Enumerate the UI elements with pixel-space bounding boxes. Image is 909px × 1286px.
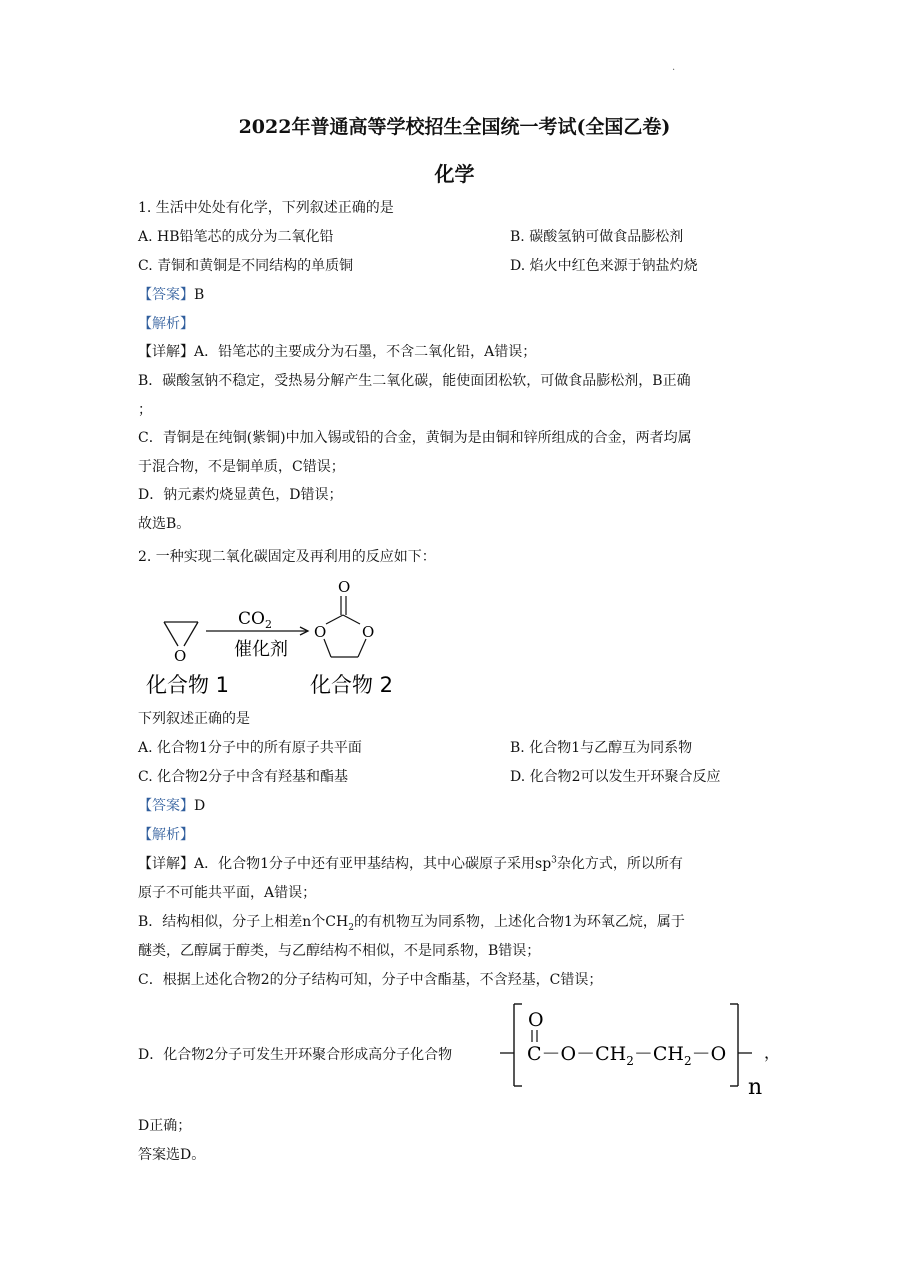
q1-detail-c-cont: 于混合物，不是铜单质，C错误； <box>138 459 345 475</box>
q1-detail-b-cont: ； <box>138 402 152 418</box>
q1-detail-b: B．碳酸氢钠不稳定，受热易分解产生二氧化碳，能使面团松软，可做食品膨松剂，B正确 <box>138 373 691 389</box>
q1-analysis-tag: 【解析】 <box>138 316 194 332</box>
reagent-co2: $CO_2$ <box>238 609 272 631</box>
compound-2-label: 化合物 2 <box>310 673 394 697</box>
compound-2-structure <box>314 578 374 657</box>
q1-detail-c: C．青铜是在纯铜(紫铜)中加入锡或铅的合金，黄铜为是由铜和锌所组成的合金，两者均属 <box>138 430 692 446</box>
q1-option-c: C. 青铜和黄铜是不同结构的单质铜 <box>138 258 354 274</box>
polymer-carbonyl-oxygen: O <box>528 1009 544 1031</box>
epoxide-oxygen: O <box>174 647 187 665</box>
q1-answer-tag: 【答案】 <box>138 287 194 303</box>
q2-option-b: B. 化合物1与乙醇互为同系物 <box>510 740 693 756</box>
q2-detail-b-cont: 醚类，乙醇属于醇类，与乙醇结构不相似，不是同系物，B错误； <box>138 943 541 959</box>
header-dot: . <box>672 62 676 73</box>
q2-answer-tag: 【答案】 <box>138 798 194 814</box>
q2-conclusion: 答案选D。 <box>138 1147 206 1163</box>
q1-detail-tag: 【详解】 <box>138 344 194 360</box>
compound-1-structure <box>164 622 198 665</box>
q1-answer: B <box>194 287 205 303</box>
q2-detail-a-text: A．化合物1分子中还有亚甲基结构，其中心碳原子采用sp <box>194 856 552 872</box>
q1-detail-1 <box>138 343 536 361</box>
q2-detail-d-cont: D正确； <box>138 1118 192 1134</box>
ring-oxygen-left: O <box>314 623 327 641</box>
catalyst-label: 催化剂 <box>234 639 288 660</box>
q2-detail-b <box>138 913 685 931</box>
q2-prompt: 下列叙述正确的是 <box>138 711 250 727</box>
reaction-arrow <box>206 609 308 660</box>
q2-answer: D <box>194 798 206 814</box>
q2-analysis-tag: 【解析】 <box>138 827 194 843</box>
q1-option-b: B. 碳酸氢钠可做食品膨松剂 <box>510 229 684 245</box>
q2-detail-a-text-2: 杂化方式，所以所有 <box>556 856 683 872</box>
polymer-degree-n: n <box>748 1075 763 1098</box>
q2-detail-a-cont: 原子不可能共平面，A错误； <box>138 885 317 901</box>
carbonyl-oxygen: O <box>338 578 351 596</box>
q1-stem: 1. 生活中处处有化学，下列叙述正确的是 <box>138 200 394 216</box>
q1-detail-a: A．铅笔芯的主要成分为石墨，不含二氧化铅，A错误； <box>194 344 537 360</box>
q2-stem: 2. 一种实现二氧化碳固定及再利用的反应如下： <box>138 549 436 565</box>
polymer-repeat-unit: $C-O-CH_2-CH_2-O$ <box>527 1043 727 1068</box>
q2-option-c: C. 化合物2分子中含有羟基和酯基 <box>138 769 349 785</box>
q1-option-a: A. HB铅笔芯的成分为二氧化铅 <box>138 229 334 245</box>
polymer-comma: ， <box>764 1043 781 1062</box>
q2-detail-a-sup: 3 <box>551 855 557 866</box>
q1-answer-line <box>138 286 204 304</box>
q2-option-d: D. 化合物2可以发生开环聚合反应 <box>510 769 721 785</box>
exam-title: 2022年普通高等学校招生全国统一考试(全国乙卷) <box>238 116 671 138</box>
ring-oxygen-right: O <box>362 623 375 641</box>
q2-detail-tag: 【详解】 <box>138 856 194 872</box>
q2-detail-a <box>138 855 683 873</box>
subject-title: 化学 <box>434 162 475 186</box>
q1-option-d: D. 焰火中红色来源于钠盐灼烧 <box>510 258 698 274</box>
q2-option-a: A. 化合物1分子中的所有原子共平面 <box>138 740 362 756</box>
polymer-structure <box>500 998 790 1098</box>
q2-detail-b-text-2: 的有机物互为同系物，上述化合物1为环氧乙烷，属于 <box>353 914 685 930</box>
q2-detail-b-text: B．结构相似，分子上相差n个CH <box>138 914 349 930</box>
q2-detail-d: D．化合物2分子可发生开环聚合形成高分子化合物 <box>138 1047 453 1063</box>
reaction-scheme <box>138 572 418 702</box>
compound-1-label: 化合物 1 <box>146 673 230 697</box>
q1-conclusion: 故选B。 <box>138 516 191 532</box>
q2-detail-b-sub: 2 <box>348 922 354 933</box>
q1-detail-d: D．钠元素灼烧显黄色，D错误； <box>138 487 343 503</box>
q2-answer-line <box>138 797 205 815</box>
q2-detail-c: C．根据上述化合物2的分子结构可知，分子中含酯基，不含羟基，C错误； <box>138 972 603 988</box>
